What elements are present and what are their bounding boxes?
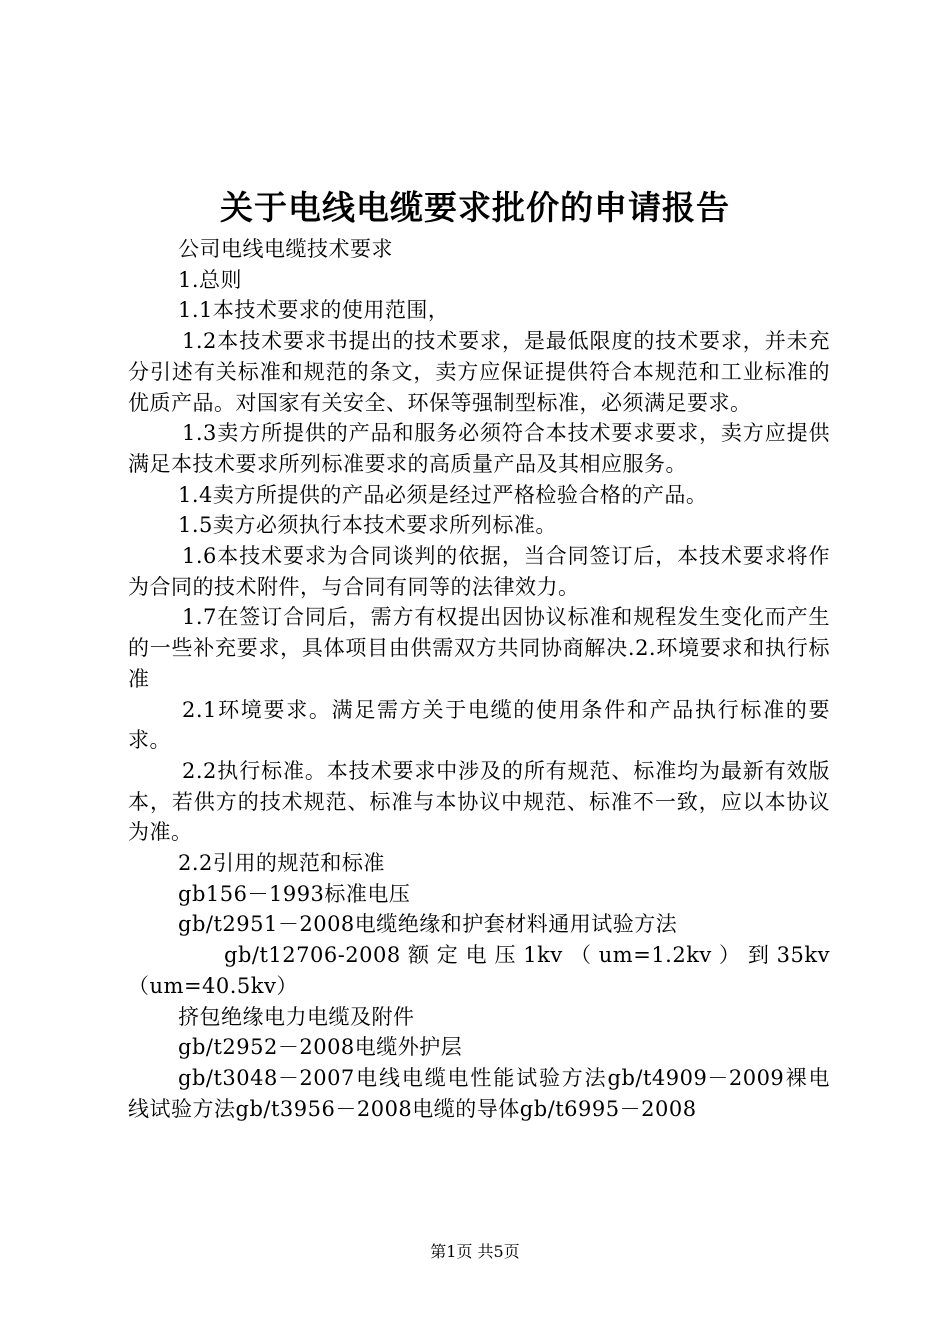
paragraph: gb/t12706-2008 额 定 电 压 1kv （ um=1.2kv ） 到 35kv（um=40.5kv）: [128, 943, 830, 998]
paragraph: 2.2执行标准。本技术要求中涉及的所有规范、标准均为最新有效版本，若供方的技术规范、标准与本协议中规范、标准不一致，应以本协议为准。: [128, 758, 830, 845]
paragraph: 1.7在签订合同后，需方有权提出因协议标准和规程发生变化而产生的一些补充要求，具体项目由供需双方共同协商解决.2.环境要求和执行标准: [128, 605, 830, 691]
paragraph: gb/t3048－2007电线电缆电性能试验方法gb/t4909－2009裸电线试验方法gb/t3956－2008电缆的导体gb/t6995－2008: [128, 1065, 830, 1121]
paragraph: 1.4卖方所提供的产品必须是经过严格检验合格的产品。: [178, 482, 708, 507]
paragraph: 1.6本技术要求为合同谈判的依据，当合同签订后，本技术要求将作为合同的技术附件，与合同有同等的法律效力。: [128, 544, 830, 599]
paragraph: gb156－1993标准电压: [178, 881, 411, 906]
paragraph: 2.2引用的规范和标准: [178, 851, 385, 876]
paragraph: 1.2本技术要求书提出的技术要求，是最低限度的技术要求，并未充分引述有关标准和规范的条文，卖方应保证提供符合本规范和工业标准的优质产品。对国家有关安全、环保等强制型标准，必须满足要求。: [128, 329, 830, 415]
paragraph: 1.3卖方所提供的产品和服务必须符合本技术要求要求，卖方应提供满足本技术要求所列标准要求的高质量产品及其相应服务。: [128, 421, 830, 476]
document-title: 关于电线电缆要求批价的申请报告: [220, 188, 730, 227]
paragraph: gb/t2952－2008电缆外护层: [178, 1035, 463, 1060]
paragraph: 1.5卖方必须执行本技术要求所列标准。: [178, 513, 557, 538]
paragraph: 挤包绝缘电力电缆及附件: [178, 1004, 415, 1029]
paragraph: 1.1本技术要求的使用范围，: [178, 298, 450, 323]
paragraph: 公司电线电缆技术要求: [178, 237, 393, 261]
paragraph: 1.总则: [178, 267, 243, 292]
page-footer: 第1页 共5页: [430, 1242, 520, 1261]
paragraph: 2.1环境要求。满足需方关于电缆的使用条件和产品执行标准的要求。: [128, 697, 830, 753]
document-body: [128, 234, 830, 1124]
paragraph: gb/t2951－2008电缆绝缘和护套材料通用试验方法: [178, 912, 678, 937]
